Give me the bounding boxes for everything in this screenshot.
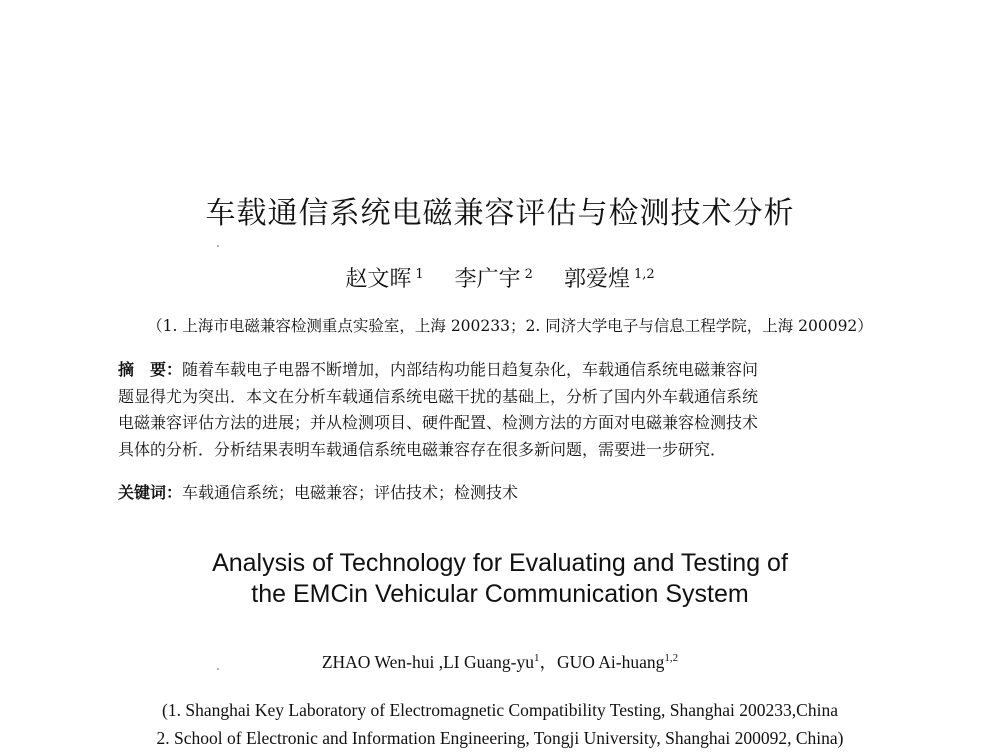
author-3-affil-sup: 1,2 (633, 266, 655, 282)
chinese-title: 车载通信系统电磁兼容评估与检测技术分析 (205, 196, 795, 231)
scan-speck (217, 668, 219, 670)
scan-speck (217, 245, 219, 247)
chinese-keywords (118, 480, 518, 503)
english-title (0, 548, 1000, 610)
chinese-authors (0, 262, 1000, 293)
abstract-line-4: 具体的分析．分析结果表明车载通信系统电磁兼容存在很多新问题，需要进一步研究． (118, 439, 727, 459)
english-authors-b-sup: 1,2 (664, 652, 679, 665)
author-1-name: 赵文晖 (345, 267, 412, 292)
abstract-line-1 (118, 357, 908, 384)
english-affiliation (0, 696, 1000, 752)
author-2-affil-sup: 2 (524, 266, 533, 282)
abstract-line-2: 题显得尤为突出．本文在分析车载通信系统电磁干扰的基础上，分析了国内外车载通信系统 (118, 386, 759, 406)
author-3-name: 郭爱煌 (563, 267, 630, 292)
english-authors (0, 649, 1000, 674)
chinese-abstract (118, 357, 908, 463)
author-2-name: 李广宇 (454, 267, 521, 292)
chinese-affiliation: （1. 上海市电磁兼容检测重点实验室，上海 200233；2. 同济大学电子与信息工程学院，上海 200092） (147, 317, 873, 335)
abstract-line-3: 电磁兼容评估方法的进展；并从检测项目、硬件配置、检测方法的方面对电磁兼容检测技术 (118, 413, 759, 432)
english-affiliation-line-1: (1. Shanghai Key Laboratory of Electromagnetic Compatibility Testing, Shanghai 200233,China (162, 700, 838, 720)
english-authors-a: ZHAO Wen-hui ,LI Guang-yu (321, 652, 534, 672)
english-authors-separator: ， (539, 652, 557, 672)
keywords-text: 车载通信系统；电磁兼容；评估技术；检测技术 (182, 483, 519, 502)
english-title-line-1: Analysis of Technology for Evaluating and Testing of (212, 549, 788, 577)
english-title-line-2: the EMCin Vehicular Communication System (251, 580, 749, 608)
keywords-label: 关键词： (118, 483, 183, 502)
author-1 (345, 267, 423, 292)
author-2 (455, 267, 533, 292)
author-3 (564, 267, 655, 292)
english-affiliation-line-2: 2. School of Electronic and Information Engineering, Tongji University, Shanghai 200092, China) (156, 728, 844, 748)
author-1-affil-sup: 1 (415, 266, 424, 282)
abstract-label: 摘 要： (118, 360, 183, 379)
english-authors-a-sup: 1 (533, 652, 540, 665)
abstract-line-1-text: 随着车载电子电器不断增加，内部结构功能日趋复杂化，车载通信系统电磁兼容问 (182, 360, 759, 379)
english-authors-b: GUO Ai-huang (556, 652, 665, 672)
